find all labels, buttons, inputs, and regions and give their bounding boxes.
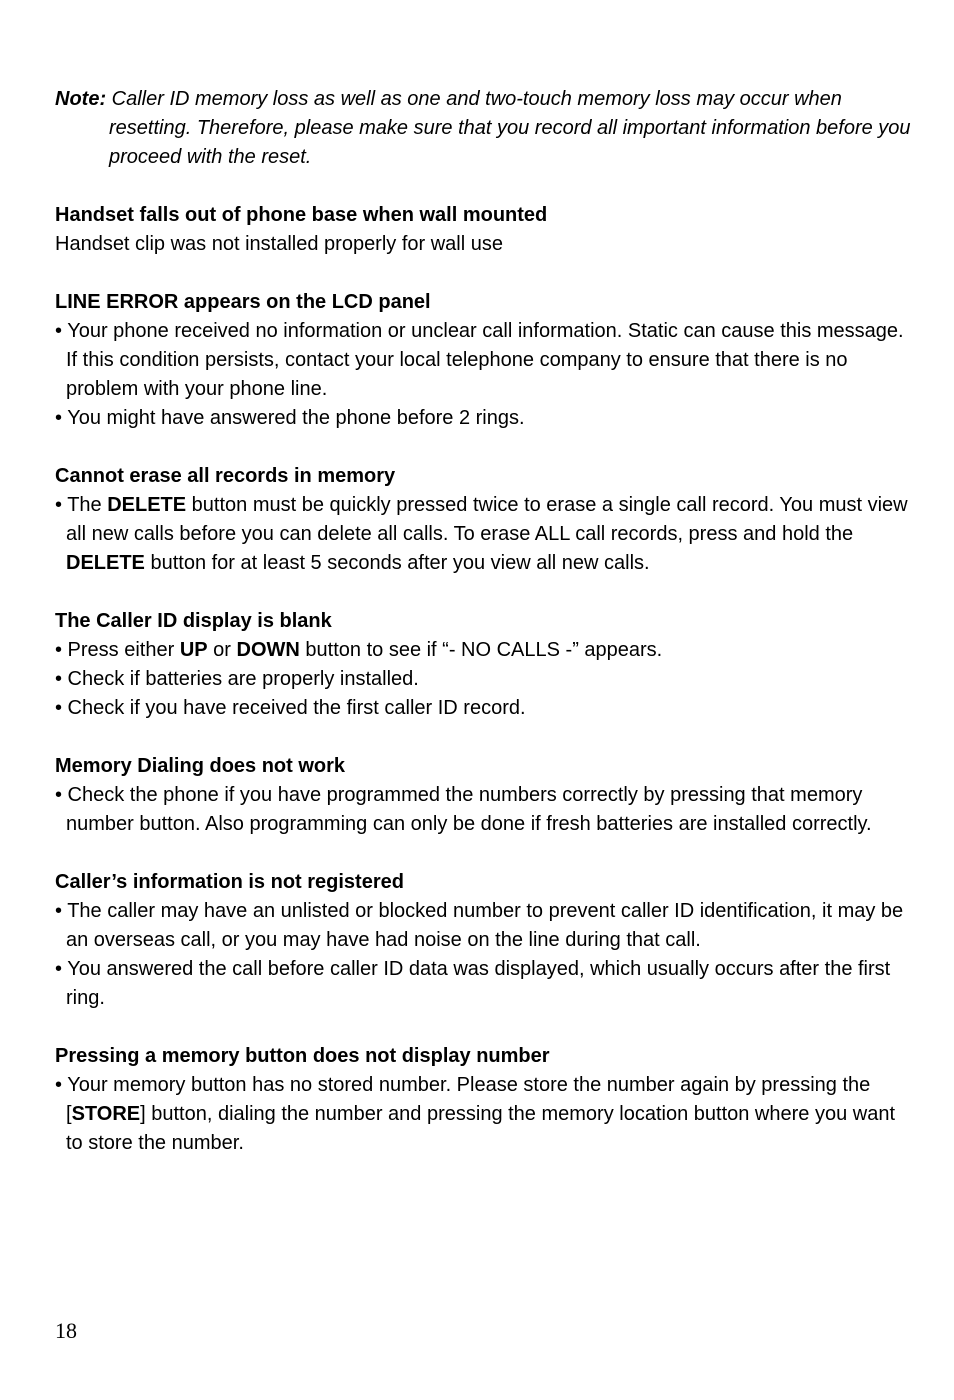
bullet-text: • The	[55, 494, 108, 516]
section-wall-mount	[55, 201, 915, 259]
page-number: 18	[55, 1318, 77, 1343]
section-memory-dialing	[55, 752, 915, 839]
bullet-text: button for at least 5 seconds after you view all new calls.	[144, 552, 650, 574]
page-content	[55, 85, 915, 1187]
bullet-item: • Check the phone if you have programmed the numbers correctly by pressing that memory number button. Also programming can only be done if fresh batteries are installed correctly.	[55, 784, 872, 835]
note-text: Caller ID memory loss as well as one and two-touch memory loss may occur when resetting. Therefore, please make sure that you record all important information before you proceed with the reset.	[106, 88, 911, 168]
bullet-text: • Your memory button has no stored number. Please store the number again by pressing the [	[55, 1074, 871, 1125]
section-heading: LINE ERROR appears on the LCD panel	[55, 291, 431, 313]
store-button-label: STORE	[71, 1103, 141, 1125]
section-memory-button	[55, 1042, 915, 1158]
bullet-text: ] button, dialing the number and pressing the memory location button where you want to store the number.	[66, 1103, 896, 1154]
section-text: Handset clip was not installed properly for wall use	[55, 233, 503, 255]
section-heading: Pressing a memory button does not display number	[55, 1045, 550, 1067]
bullet-text: button must be quickly pressed twice to erase a single call record. You must view all new calls before you can delete all calls. To erase ALL call records, press and hold the	[66, 494, 908, 545]
up-button-label: UP	[179, 639, 208, 661]
reset-note	[55, 85, 915, 172]
bullet-item	[55, 1071, 915, 1158]
section-display-blank	[55, 607, 915, 723]
section-heading: Cannot erase all records in memory	[55, 465, 396, 487]
bullet-text: or	[207, 639, 237, 661]
section-heading: Handset falls out of phone base when wall mounted	[55, 204, 548, 226]
delete-button-label: DELETE	[66, 552, 145, 574]
bullet-item	[55, 636, 915, 665]
section-caller-info	[55, 868, 915, 1013]
section-line-error	[55, 288, 915, 433]
down-button-label: DOWN	[236, 639, 300, 661]
bullet-text: • Press either	[55, 639, 180, 661]
delete-button-label: DELETE	[107, 494, 187, 516]
bullet-item: • Check if you have received the first caller ID record.	[55, 697, 526, 719]
bullet-item: • You answered the call before caller ID data was displayed, which usually occurs after the first ring.	[55, 958, 891, 1009]
bullet-text: button to see if “- NO CALLS -” appears.	[299, 639, 663, 661]
section-heading: Caller’s information is not registered	[55, 871, 404, 893]
note-label: Note:	[55, 88, 107, 110]
section-erase-records	[55, 462, 915, 578]
bullet-item: • Your phone received no information or unclear call information. Static can cause this message. If this condition persists, contact your local telephone company to ensure that there is no problem with your phone line.	[55, 320, 904, 400]
bullet-item: • You might have answered the phone before 2 rings.	[55, 407, 525, 429]
bullet-item	[55, 491, 915, 578]
section-heading: Memory Dialing does not work	[55, 755, 346, 777]
bullet-item: • Check if batteries are properly installed.	[55, 668, 419, 690]
section-heading: The Caller ID display is blank	[55, 610, 332, 632]
bullet-item: • The caller may have an unlisted or blocked number to prevent caller ID identification, it may be an overseas call, or you may have had noise on the line during that call.	[55, 900, 904, 951]
